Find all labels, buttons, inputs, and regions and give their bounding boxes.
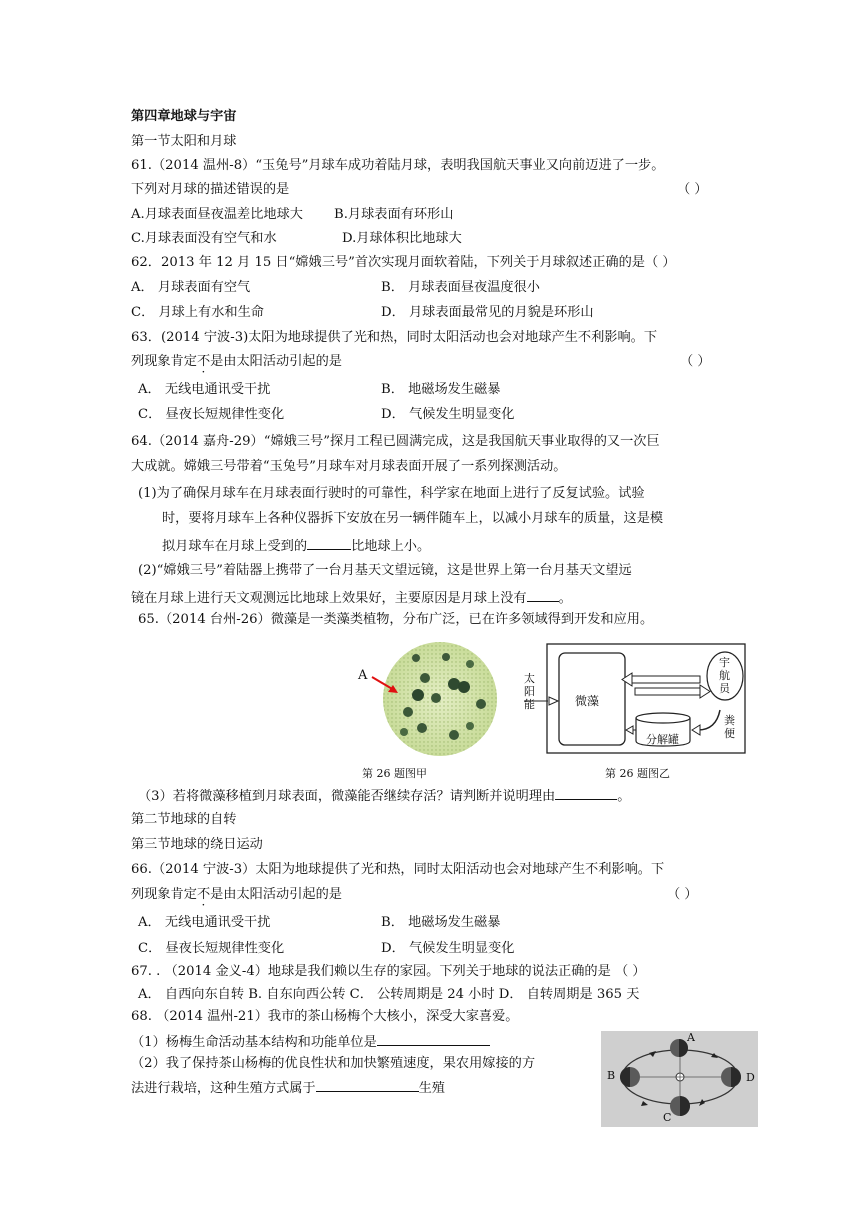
option-d: D． 月球表面最常见的月貌是环形山: [381, 305, 594, 320]
question-62-stem: 62．2013 年 12 月 15 日“嫦娥三号”首次实现月面软着陆，下列关于月球叙述正确的是（ ）: [131, 255, 676, 270]
astronaut-label: 宇 航 员: [719, 656, 730, 695]
question-61-stem: 61.（2014 温州-8）“玉兔号”月球车成功着陆月球，表明我国航天事业又向前迈进了一步。: [131, 158, 665, 173]
option-a: A． 无线电通讯受干扰: [138, 382, 271, 397]
solar-energy-label: 太 阳 能: [524, 672, 535, 711]
question-64-stem-2: 大成就。嫦娥三号带着“玉兔号”月球车对月球表面开展了一系列探测活动。: [131, 459, 567, 474]
option-a: A． 月球表面有空气: [131, 280, 251, 295]
waste-label: 粪 便: [724, 714, 735, 740]
subquestion-3: （3）若将微藻移植到月球表面，微藻能否继续存活？请判断并说明理由 。: [138, 786, 630, 806]
orbit-label-a: A: [687, 1031, 695, 1044]
question-67-options: A． 自西向东自转 B. 自东向西公转 C． 公转周期是 24 小时 D． 自转周期是 365 天: [138, 987, 640, 1002]
answer-paren: （ ）: [680, 354, 711, 369]
option-b: B． 月球表面昼夜温度很小: [381, 280, 540, 295]
option-b: B． 地磁场发生磁暴: [381, 915, 501, 930]
question-63-stem-2: 列现象肯定不是由太阳活动引起的是: [131, 354, 342, 369]
section-title: 第三节地球的绕日运动: [131, 837, 263, 852]
chapter-title: 第四章地球与宇宙: [131, 109, 237, 124]
question-63-stem: 63．(2014 宁波-3)太阳为地球提供了光和热，同时太阳活动也会对地球产生不利影响。下: [131, 330, 658, 345]
option-c: C.月球表面没有空气和水: [131, 231, 277, 246]
subquestion-1-line-2: 时，要将月球车上各种仪器拆下安放在另一辆伴随车上，以减小月球车的质量，这是模: [162, 511, 664, 526]
question-65-stem: 65.（2014 台州-26）微藻是一类藻类植物，分布广泛，已在许多领域得到开发和应用。: [138, 612, 654, 627]
subquestion-2-line-2: 法进行栽培，这种生殖方式属于 生殖: [131, 1078, 445, 1098]
orbit-label-c: C: [663, 1111, 672, 1124]
subquestion-2: （2）我了保持茶山杨梅的优良性状和加快繁殖速度，果农用嫁接的方: [131, 1056, 536, 1071]
tank-label: 分解罐: [646, 733, 679, 746]
option-c: C． 月球上有水和生命: [131, 305, 264, 320]
microalgae-figure: [350, 640, 500, 756]
option-c: C． 昼夜长短规律性变化: [138, 407, 285, 422]
option-a: A． 无线电通讯受干扰: [138, 915, 271, 930]
orbit-label-d: D: [746, 1071, 755, 1084]
section-title: 第二节地球的自转: [131, 812, 237, 827]
figure-caption-a: 第 26 题图甲: [362, 767, 427, 780]
question-66-stem-2: 列现象肯定不是由太阳活动引起的是: [131, 887, 342, 902]
option-a: A.月球表面昼夜温差比地球大: [131, 207, 303, 222]
question-66-stem: 66.（2014 宁波-3）太阳为地球提供了光和热，同时太阳活动也会对地球产生不利影响。下: [131, 862, 665, 877]
question-67-stem: 67. . （2014 金义-4）地球是我们赖以生存的家园。下列关于地球的说法正确的是 （ ）: [131, 964, 646, 979]
answer-paren: （ ）: [677, 182, 708, 197]
figure-caption-b: 第 26 题图乙: [605, 767, 670, 780]
question-61-stem-2: 下列对月球的描述错误的是: [131, 182, 290, 197]
subquestion-1: （1）杨梅生命活动基本结构和功能单位是: [131, 1032, 490, 1052]
cycle-diagram: [518, 642, 748, 757]
option-d: D． 气候发生明显变化: [381, 407, 515, 422]
subquestion-1: (1)为了确保月球车在月球表面行驶时的可靠性，科学家在地面上进行了反复试验。试验: [138, 486, 645, 501]
option-d: D． 气候发生明显变化: [381, 941, 515, 956]
answer-paren: （ ）: [667, 887, 698, 902]
option-b: B． 地磁场发生磁暴: [381, 382, 501, 397]
option-b: B.月球表面有环形山: [334, 207, 454, 222]
orbit-label-b: B: [607, 1069, 616, 1082]
earth-orbit-figure: [601, 1031, 758, 1127]
subquestion-2-line-2: 镜在月球上进行天文观测远比地球上效果好，主要原因是月球上没有 。: [131, 588, 572, 608]
label-a: A: [358, 668, 368, 683]
question-68-stem: 68. （2014 温州-21）我市的茶山杨梅个大核小，深受大家喜爱。: [131, 1009, 519, 1024]
subquestion-2: (2)“嫦娥三号”着陆器上携带了一台月基天文望远镜，这是世界上第一台月基天文望远: [138, 563, 632, 578]
question-64-stem: 64.（2014 嘉舟-29）“嫦娥三号”探月工程已圆满完成，这是我国航天事业取得的又一次巨: [131, 434, 660, 449]
subquestion-1-line-3: 拟月球车在月球上受到的 比地球上小。: [162, 536, 430, 556]
algae-label: 微藻: [575, 694, 600, 708]
section-title: 第一节太阳和月球: [131, 134, 237, 149]
option-c: C． 昼夜长短规律性变化: [138, 941, 285, 956]
option-d: D.月球体积比地球大: [342, 231, 462, 246]
